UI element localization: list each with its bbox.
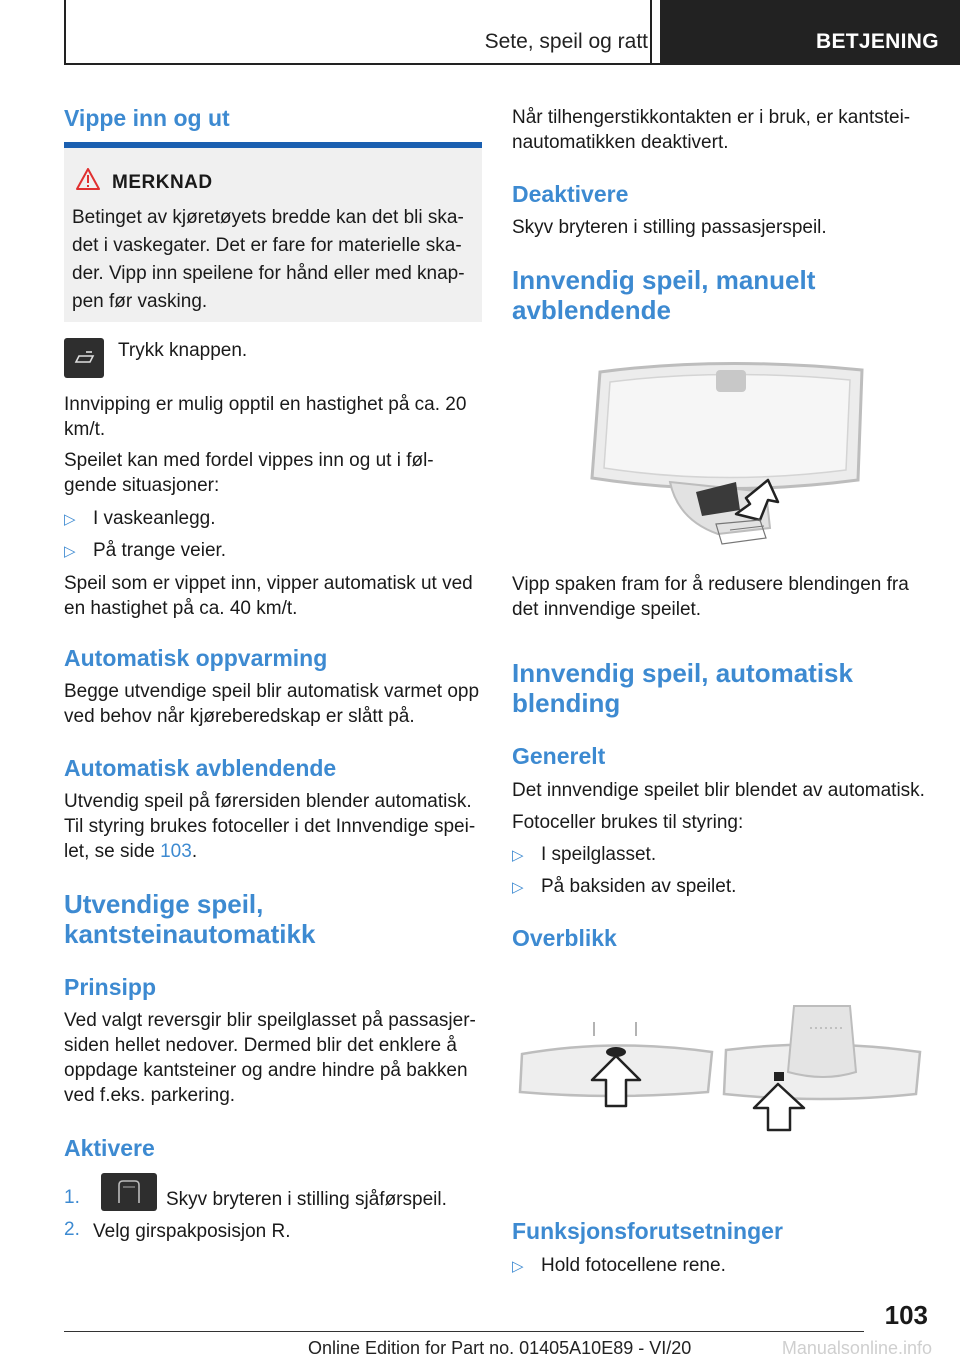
triangle-bullet-icon: ▷ — [64, 511, 76, 528]
watermark: Manualsonline.info — [781, 1338, 932, 1358]
notice-title: MERKNAD — [112, 172, 213, 193]
triangle-bullet-icon: ▷ — [64, 543, 76, 560]
heading-overview: Overblikk — [512, 925, 617, 951]
paragraph-fold-advantage: Speilet kan med fordel vippes inn og ut i føl-gende situasjoner: — [64, 450, 434, 496]
heading-dimming: Automatisk avblendende — [64, 755, 337, 781]
heading-general: Generelt — [512, 743, 606, 769]
header-left-rule — [64, 0, 66, 64]
heading-curb: Utvendige speil, kantsteinautomatikk — [64, 889, 316, 949]
mirror-switch-icon — [101, 1173, 157, 1211]
step-number: 1. — [64, 1187, 80, 1208]
overview-mirror-illustration — [512, 1000, 930, 1140]
heading-fold: Vippe inn og ut — [64, 105, 230, 131]
page-number: 103 — [884, 1300, 928, 1330]
paragraph-general: Det innvendige speilet blir blendet av automatisk. — [512, 780, 925, 801]
press-button-text: Trykk knappen. — [118, 340, 248, 361]
paragraph-principle: Ved valgt reversgir blir speilglasset på passasjer-siden hellet nedover. Dermed blir det enklere å oppdage kantsteiner og andre hindre på bakken ved f.eks. parkering. — [64, 1010, 476, 1106]
notice-text: Betinget av kjøretøyets bredde kan det bli ska-det i vaskegater. Det er fare for materielle ska-der. Vipp inn speilene for hånd eller med knap-pen før vasking. — [72, 207, 465, 312]
heading-heating: Automatisk oppvarming — [64, 645, 328, 671]
header-chapter-label: BETJENING — [816, 30, 939, 53]
header-separator — [650, 0, 652, 64]
step-number: 2. — [64, 1219, 80, 1240]
paragraph-fold-speed: Innvipping er mulig opptil en hastighet på ca. 20 km/t. — [64, 394, 467, 440]
triangle-bullet-icon: ▷ — [512, 847, 524, 864]
header-chapter-tab — [660, 0, 960, 65]
mirror-fold-button-icon — [64, 338, 104, 378]
heading-principle: Prinsipp — [64, 974, 157, 1000]
list-item: I vaskeanlegg. — [93, 508, 216, 529]
triangle-bullet-icon: ▷ — [512, 1258, 524, 1275]
list-item: Hold fotocellene rene. — [541, 1255, 726, 1276]
paragraph-dimming: Utvendig speil på førersiden blender automatisk. Til styring brukes fotoceller i det Innvendige spei-let, se side 103. — [64, 791, 476, 862]
warning-triangle-icon — [76, 168, 100, 190]
heading-activate: Aktivere — [64, 1135, 155, 1161]
list-item: På trange veier. — [93, 540, 227, 561]
paragraph-heating: Begge utvendige speil blir automatisk varmet opp ved behov når kjøreberedskap er slått på. — [64, 681, 480, 727]
footer-rule — [64, 1331, 864, 1332]
page-link[interactable]: 103 — [160, 841, 192, 862]
heading-requirements: Funksjonsforutsetninger — [512, 1218, 783, 1244]
paragraph-deactivate: Skyv bryteren i stilling passasjerspeil. — [512, 217, 827, 238]
step-text: Skyv bryteren i stilling sjåførspeil. — [166, 1189, 447, 1210]
paragraph-trailer: Når tilhengerstikkontakten er i bruk, er kantstei-nautomatikken deaktivert. — [512, 107, 911, 153]
triangle-bullet-icon: ▷ — [512, 879, 524, 896]
notice-top-bar — [64, 142, 482, 148]
step-text: Velg girspakposisjon R. — [93, 1221, 291, 1242]
paragraph-photocells: Fotoceller brukes til styring: — [512, 812, 744, 833]
paragraph-fold-out: Speil som er vippet inn, vipper automatisk ut ved en hastighet på ca. 40 km/t. — [64, 573, 473, 619]
paragraph-manual: Vipp spaken fram for å redusere blendingen fra det innvendige speilet. — [512, 574, 909, 620]
header-section-title: Sete, speil og ratt — [484, 30, 648, 53]
heading-auto-dimming: Innvendig speil, automatisk blending — [512, 658, 853, 718]
manual-mirror-illustration — [570, 352, 870, 552]
header-bottom-rule — [64, 63, 660, 65]
heading-deactivate: Deaktivere — [512, 181, 629, 207]
heading-manual-dimming: Innvendig speil, manuelt avblendende — [512, 265, 816, 325]
list-item: I speilglasset. — [541, 844, 657, 865]
footer-edition: Online Edition for Part no. 01405A10E89 - VI/20 — [308, 1338, 692, 1358]
notice-box — [64, 142, 482, 322]
list-item: På baksiden av speilet. — [541, 876, 737, 897]
